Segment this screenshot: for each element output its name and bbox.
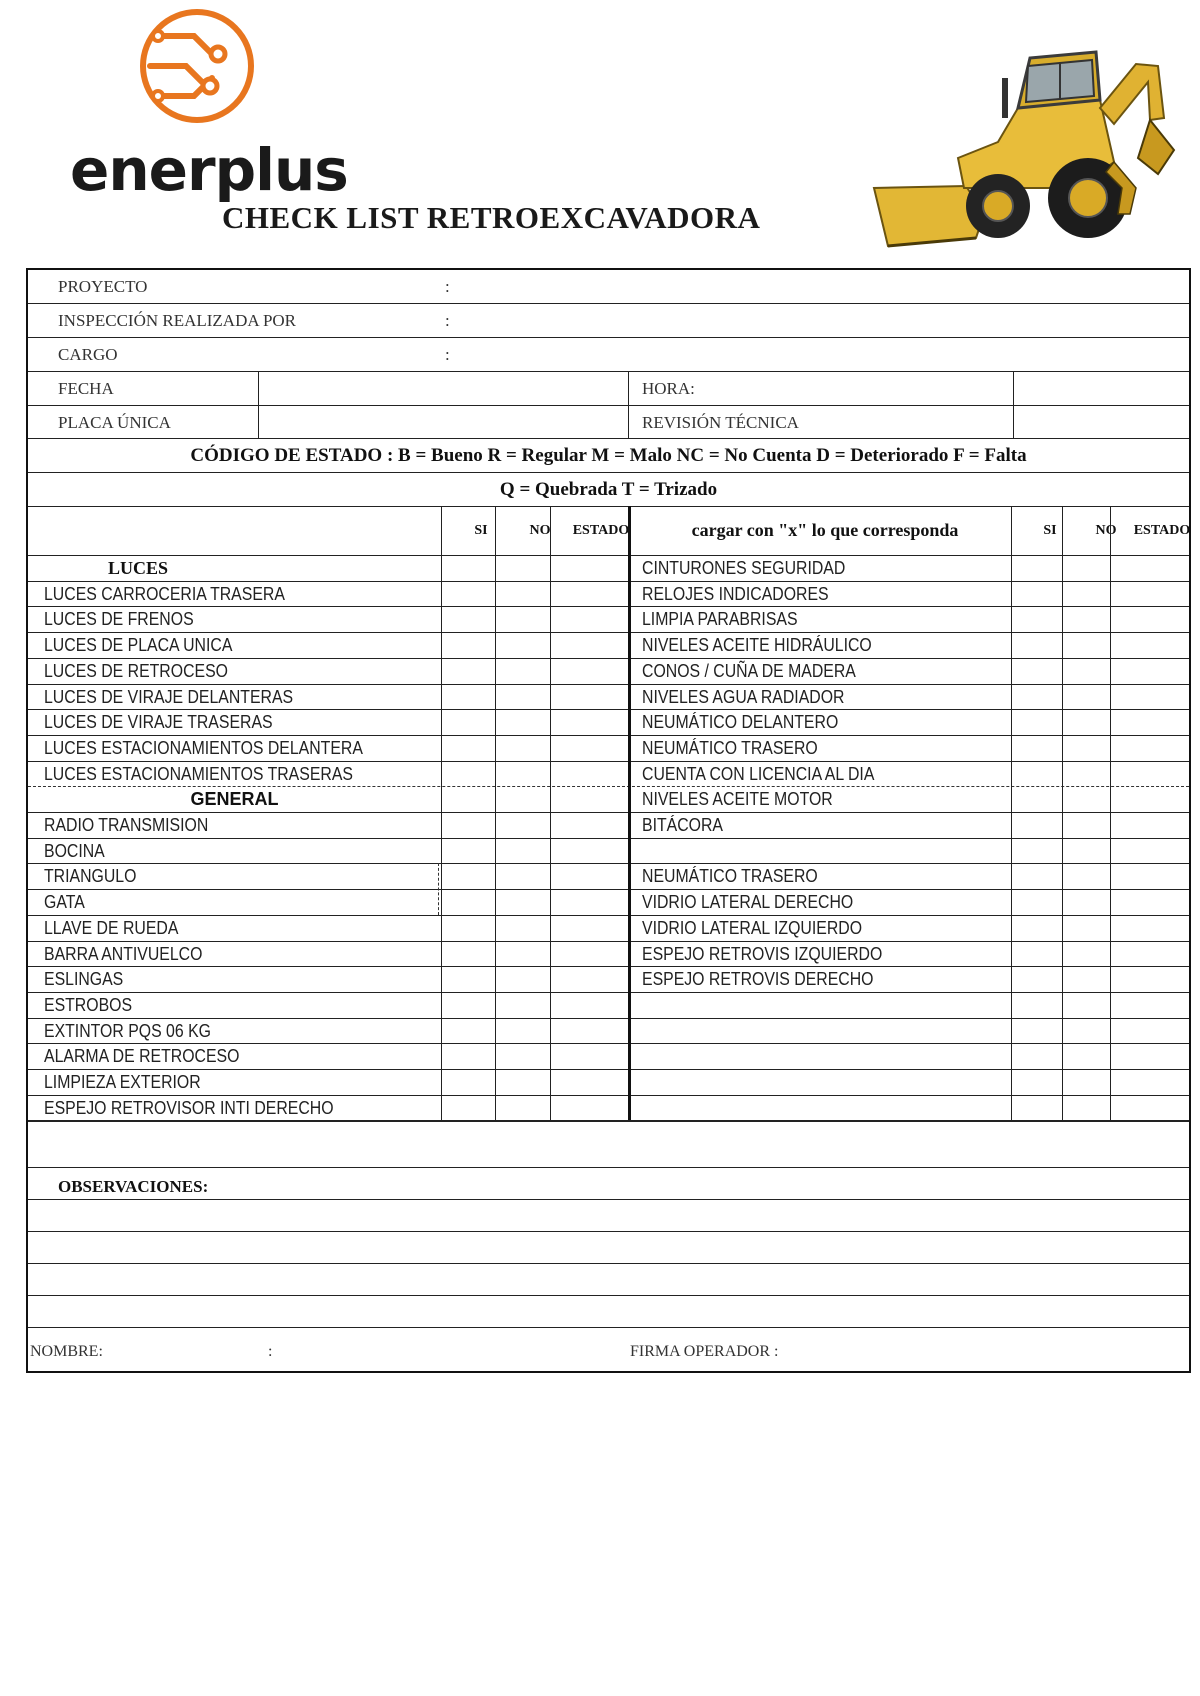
- checklist-item-left: EXTINTOR PQS 06 KG: [44, 1020, 211, 1041]
- check-cell-no-left[interactable]: [495, 555, 550, 581]
- column-divider: [628, 506, 631, 1120]
- dashed-divider: [438, 863, 439, 914]
- check-cell-no-right[interactable]: [1062, 1043, 1110, 1069]
- check-cell-si-right[interactable]: [1011, 1018, 1062, 1044]
- check-cell-estado-left[interactable]: [550, 786, 628, 812]
- check-cell-estado-right[interactable]: [1110, 812, 1190, 838]
- check-cell-estado-left[interactable]: [550, 863, 628, 889]
- check-cell-no-right[interactable]: [1062, 1018, 1110, 1044]
- check-cell-si-left[interactable]: [441, 1018, 495, 1044]
- check-cell-no-left[interactable]: [495, 863, 550, 889]
- enerplus-logo: [70, 6, 348, 206]
- check-cell-estado-right[interactable]: [1110, 658, 1190, 684]
- check-cell-estado-left[interactable]: [550, 941, 628, 967]
- checklist-item-left: LLAVE DE RUEDA: [44, 917, 179, 938]
- cargo-label: CARGO: [58, 345, 118, 364]
- check-cell-estado-left[interactable]: [550, 761, 628, 787]
- check-cell-no-right[interactable]: [1062, 966, 1110, 992]
- col-si-left: SI: [474, 523, 488, 538]
- check-cell-no-right[interactable]: [1062, 941, 1110, 967]
- estado-legend-line1: CÓDIGO DE ESTADO : B = Bueno R = Regular M = Malo NC = No Cuenta D = Deteriorado F = Falta: [190, 445, 1027, 466]
- check-cell-si-right[interactable]: [1011, 709, 1062, 735]
- cargo-colon: :: [445, 345, 450, 364]
- check-cell-si-left[interactable]: [441, 555, 495, 581]
- section-heading: GENERAL: [190, 789, 279, 810]
- check-cell-estado-right[interactable]: [1110, 941, 1190, 967]
- hora-label: HORA:: [642, 379, 695, 398]
- check-cell-estado-right[interactable]: [1110, 735, 1190, 761]
- nombre-label: NOMBRE:: [30, 1343, 103, 1360]
- check-cell-no-right[interactable]: [1062, 812, 1110, 838]
- check-cell-si-left[interactable]: [441, 863, 495, 889]
- check-cell-no-left[interactable]: [495, 632, 550, 658]
- inspeccion-label: INSPECCIÓN REALIZADA POR: [58, 311, 297, 330]
- check-cell-si-right[interactable]: [1011, 863, 1062, 889]
- check-cell-no-right[interactable]: [1062, 581, 1110, 607]
- checklist-item-right: NIVELES ACEITE MOTOR: [642, 789, 833, 810]
- check-cell-no-left[interactable]: [495, 709, 550, 735]
- check-cell-estado-left[interactable]: [550, 658, 628, 684]
- check-cell-si-right[interactable]: [1011, 684, 1062, 710]
- checklist-item-right: NIVELES ACEITE HIDRÁULICO: [642, 635, 872, 656]
- check-cell-estado-right[interactable]: [1110, 863, 1190, 889]
- checklist-item-left: BARRA ANTIVUELCO: [44, 943, 203, 964]
- check-cell-si-right[interactable]: [1011, 632, 1062, 658]
- checklist-item-left: LUCES DE VIRAJE TRASERAS: [44, 712, 273, 733]
- check-cell-estado-left[interactable]: [550, 684, 628, 710]
- check-cell-si-right[interactable]: [1011, 992, 1062, 1018]
- check-cell-estado-left[interactable]: [550, 889, 628, 915]
- check-cell-si-left[interactable]: [441, 915, 495, 941]
- checklist-item-right: NIVELES AGUA RADIADOR: [642, 686, 845, 707]
- nombre-colon: :: [268, 1343, 273, 1360]
- check-cell-no-right[interactable]: [1062, 709, 1110, 735]
- col-si-right: SI: [1043, 523, 1057, 538]
- check-cell-no-left[interactable]: [495, 838, 550, 864]
- instruction-text: cargar con "x" lo que corresponda: [691, 520, 959, 540]
- col-estado-left: ESTADO: [572, 523, 630, 538]
- check-cell-no-left[interactable]: [495, 966, 550, 992]
- fecha-label: FECHA: [58, 379, 114, 398]
- check-cell-estado-left[interactable]: [550, 1043, 628, 1069]
- check-cell-no-right[interactable]: [1062, 761, 1110, 787]
- check-cell-no-right[interactable]: [1062, 735, 1110, 761]
- check-cell-no-right[interactable]: [1062, 1095, 1110, 1121]
- check-cell-no-right[interactable]: [1062, 915, 1110, 941]
- checklist-item-left: LUCES DE PLACA UNICA: [44, 635, 233, 656]
- check-cell-no-left[interactable]: [495, 735, 550, 761]
- checklist-item-right: CUENTA CON LICENCIA AL DIA: [642, 763, 875, 784]
- check-cell-estado-left[interactable]: [550, 812, 628, 838]
- col-no-left: NO: [529, 523, 551, 538]
- check-cell-si-left[interactable]: [441, 581, 495, 607]
- check-cell-estado-right[interactable]: [1110, 889, 1190, 915]
- check-cell-si-right[interactable]: [1011, 658, 1062, 684]
- checklist-item-left: LUCES DE FRENOS: [44, 609, 194, 630]
- checklist-item-left: LUCES ESTACIONAMIENTOS TRASERAS: [44, 763, 353, 784]
- check-cell-estado-left[interactable]: [550, 555, 628, 581]
- proyecto-label: PROYECTO: [58, 277, 148, 296]
- check-cell-no-left[interactable]: [495, 786, 550, 812]
- check-cell-si-right[interactable]: [1011, 1095, 1062, 1121]
- check-cell-si-right[interactable]: [1011, 966, 1062, 992]
- check-cell-estado-left[interactable]: [550, 1069, 628, 1095]
- checklist-item-right: NEUMÁTICO DELANTERO: [642, 712, 839, 733]
- check-cell-si-left[interactable]: [441, 812, 495, 838]
- check-cell-estado-left[interactable]: [550, 1095, 628, 1121]
- check-cell-estado-right[interactable]: [1110, 1043, 1190, 1069]
- check-cell-si-right[interactable]: [1011, 606, 1062, 632]
- checklist-item-left: RADIO TRANSMISION: [44, 815, 209, 835]
- checklist-item-left: ESLINGAS: [44, 969, 124, 990]
- check-cell-estado-right[interactable]: [1110, 761, 1190, 787]
- check-cell-estado-left[interactable]: [550, 581, 628, 607]
- check-cell-no-left[interactable]: [495, 941, 550, 967]
- checklist-item-right: VIDRIO LATERAL DERECHO: [642, 892, 854, 913]
- check-cell-estado-right[interactable]: [1110, 581, 1190, 607]
- check-cell-no-right[interactable]: [1062, 786, 1110, 812]
- checklist-item-right: NEUMÁTICO TRASERO: [642, 866, 818, 887]
- check-cell-si-left[interactable]: [441, 966, 495, 992]
- check-cell-si-right[interactable]: [1011, 941, 1062, 967]
- check-cell-estado-left[interactable]: [550, 709, 628, 735]
- check-cell-no-right[interactable]: [1062, 1069, 1110, 1095]
- check-cell-si-left[interactable]: [441, 684, 495, 710]
- checklist-item-left: BOCINA: [44, 840, 105, 861]
- col-no-right: NO: [1095, 523, 1117, 538]
- check-cell-estado-right[interactable]: [1110, 1069, 1190, 1095]
- check-cell-no-right[interactable]: [1062, 838, 1110, 864]
- check-cell-si-right[interactable]: [1011, 915, 1062, 941]
- check-cell-no-left[interactable]: [495, 684, 550, 710]
- check-cell-estado-right[interactable]: [1110, 632, 1190, 658]
- circuit-logo-icon: [132, 6, 262, 126]
- check-cell-si-right[interactable]: [1011, 1069, 1062, 1095]
- check-cell-no-right[interactable]: [1062, 632, 1110, 658]
- revision-label: REVISIÓN TÉCNICA: [642, 413, 799, 432]
- check-cell-no-right[interactable]: [1062, 889, 1110, 915]
- check-cell-si-right[interactable]: [1011, 786, 1062, 812]
- check-cell-si-left[interactable]: [441, 992, 495, 1018]
- check-cell-si-left[interactable]: [441, 658, 495, 684]
- checklist-item-left: GATA: [44, 892, 85, 913]
- proyecto-colon: :: [445, 277, 450, 296]
- col-estado-right: ESTADO: [1133, 523, 1191, 538]
- placa-label: PLACA ÚNICA: [58, 413, 171, 432]
- check-cell-estado-left[interactable]: [550, 735, 628, 761]
- check-cell-estado-right[interactable]: [1110, 709, 1190, 735]
- check-cell-estado-left[interactable]: [550, 966, 628, 992]
- checklist-item-right: BITÁCORA: [642, 815, 723, 835]
- check-cell-si-left[interactable]: [441, 1095, 495, 1121]
- check-cell-no-left[interactable]: [495, 1069, 550, 1095]
- check-cell-estado-right[interactable]: [1110, 992, 1190, 1018]
- firma-operador-label: FIRMA OPERADOR :: [630, 1343, 779, 1360]
- checklist-item-right: ESPEJO RETROVIS IZQUIERDO: [642, 943, 883, 964]
- brand-name: enerplus: [70, 136, 348, 204]
- check-cell-si-left[interactable]: [441, 941, 495, 967]
- check-cell-no-left[interactable]: [495, 889, 550, 915]
- check-cell-si-right[interactable]: [1011, 889, 1062, 915]
- checklist-item-right: VIDRIO LATERAL IZQUIERDO: [642, 917, 863, 938]
- check-cell-no-right[interactable]: [1062, 684, 1110, 710]
- section-heading: LUCES: [108, 558, 169, 578]
- check-cell-no-left[interactable]: [495, 606, 550, 632]
- check-cell-no-right[interactable]: [1062, 555, 1110, 581]
- check-cell-no-left[interactable]: [495, 915, 550, 941]
- checklist-item-right: RELOJES INDICADORES: [642, 583, 829, 604]
- check-cell-estado-right[interactable]: [1110, 606, 1190, 632]
- inspeccion-colon: :: [445, 311, 450, 330]
- check-cell-si-right[interactable]: [1011, 761, 1062, 787]
- check-cell-no-right[interactable]: [1062, 992, 1110, 1018]
- checklist-form: [26, 268, 1191, 1373]
- checklist-item-right: NEUMÁTICO TRASERO: [642, 737, 818, 758]
- check-cell-estado-right[interactable]: [1110, 684, 1190, 710]
- estado-legend-line2: Q = Quebrada T = Trizado: [499, 479, 718, 500]
- check-cell-si-left[interactable]: [441, 709, 495, 735]
- check-cell-si-right[interactable]: [1011, 1043, 1062, 1069]
- checklist-item-left: LUCES DE VIRAJE DELANTERAS: [44, 686, 294, 707]
- check-cell-si-right[interactable]: [1011, 812, 1062, 838]
- check-cell-si-left[interactable]: [441, 761, 495, 787]
- checklist-item-left: LUCES DE RETROCESO: [44, 660, 228, 681]
- check-cell-estado-right[interactable]: [1110, 786, 1190, 812]
- backhoe-loader-icon: [868, 38, 1184, 248]
- check-cell-no-right[interactable]: [1062, 606, 1110, 632]
- check-cell-si-left[interactable]: [441, 889, 495, 915]
- check-cell-no-right[interactable]: [1062, 863, 1110, 889]
- check-cell-si-right[interactable]: [1011, 555, 1062, 581]
- check-cell-estado-left[interactable]: [550, 915, 628, 941]
- checklist-item-right: LIMPIA PARABRISAS: [642, 609, 798, 630]
- checklist-item-left: LUCES CARROCERIA TRASERA: [44, 583, 285, 604]
- check-cell-si-left[interactable]: [441, 606, 495, 632]
- check-cell-si-right[interactable]: [1011, 838, 1062, 864]
- check-cell-no-left[interactable]: [495, 581, 550, 607]
- checklist-item-left: ESTROBOS: [44, 994, 133, 1015]
- check-cell-no-left[interactable]: [495, 1018, 550, 1044]
- observaciones-label: OBSERVACIONES:: [58, 1177, 209, 1196]
- check-cell-si-left[interactable]: [441, 1069, 495, 1095]
- check-cell-si-left[interactable]: [441, 735, 495, 761]
- check-cell-no-left[interactable]: [495, 812, 550, 838]
- check-cell-estado-left[interactable]: [550, 1018, 628, 1044]
- checklist-item-right: ESPEJO RETROVIS DERECHO: [642, 969, 874, 990]
- document-title: CHECK LIST RETROEXCAVADORA: [222, 200, 761, 235]
- check-cell-estado-right[interactable]: [1110, 966, 1190, 992]
- check-cell-estado-left[interactable]: [550, 606, 628, 632]
- check-cell-estado-left[interactable]: [550, 992, 628, 1018]
- check-cell-si-left[interactable]: [441, 838, 495, 864]
- check-cell-estado-right[interactable]: [1110, 1095, 1190, 1121]
- check-cell-estado-right[interactable]: [1110, 915, 1190, 941]
- check-cell-si-right[interactable]: [1011, 735, 1062, 761]
- check-cell-si-right[interactable]: [1011, 581, 1062, 607]
- check-cell-no-left[interactable]: [495, 992, 550, 1018]
- check-cell-estado-left[interactable]: [550, 632, 628, 658]
- check-cell-estado-left[interactable]: [550, 838, 628, 864]
- checklist-item-left: TRIANGULO: [44, 866, 137, 887]
- checklist-item-right: CINTURONES SEGURIDAD: [642, 558, 846, 578]
- check-cell-no-right[interactable]: [1062, 658, 1110, 684]
- checklist-item-left: LIMPIEZA EXTERIOR: [44, 1072, 201, 1092]
- check-cell-estado-right[interactable]: [1110, 1018, 1190, 1044]
- checklist-item-left: ESPEJO RETROVISOR INTI DERECHO: [44, 1097, 334, 1118]
- checklist-item-left: LUCES ESTACIONAMIENTOS DELANTERA: [44, 737, 363, 758]
- check-cell-no-left[interactable]: [495, 1095, 550, 1121]
- check-cell-estado-right[interactable]: [1110, 555, 1190, 581]
- check-cell-si-left[interactable]: [441, 1043, 495, 1069]
- checklist-item-right: CONOS / CUÑA DE MADERA: [642, 660, 856, 681]
- check-cell-si-left[interactable]: [441, 786, 495, 812]
- check-cell-no-left[interactable]: [495, 1043, 550, 1069]
- check-cell-si-left[interactable]: [441, 632, 495, 658]
- check-cell-no-left[interactable]: [495, 658, 550, 684]
- check-cell-estado-right[interactable]: [1110, 838, 1190, 864]
- check-cell-no-left[interactable]: [495, 761, 550, 787]
- checklist-item-left: ALARMA DE RETROCESO: [44, 1046, 240, 1067]
- row-divider: [28, 1120, 1189, 1121]
